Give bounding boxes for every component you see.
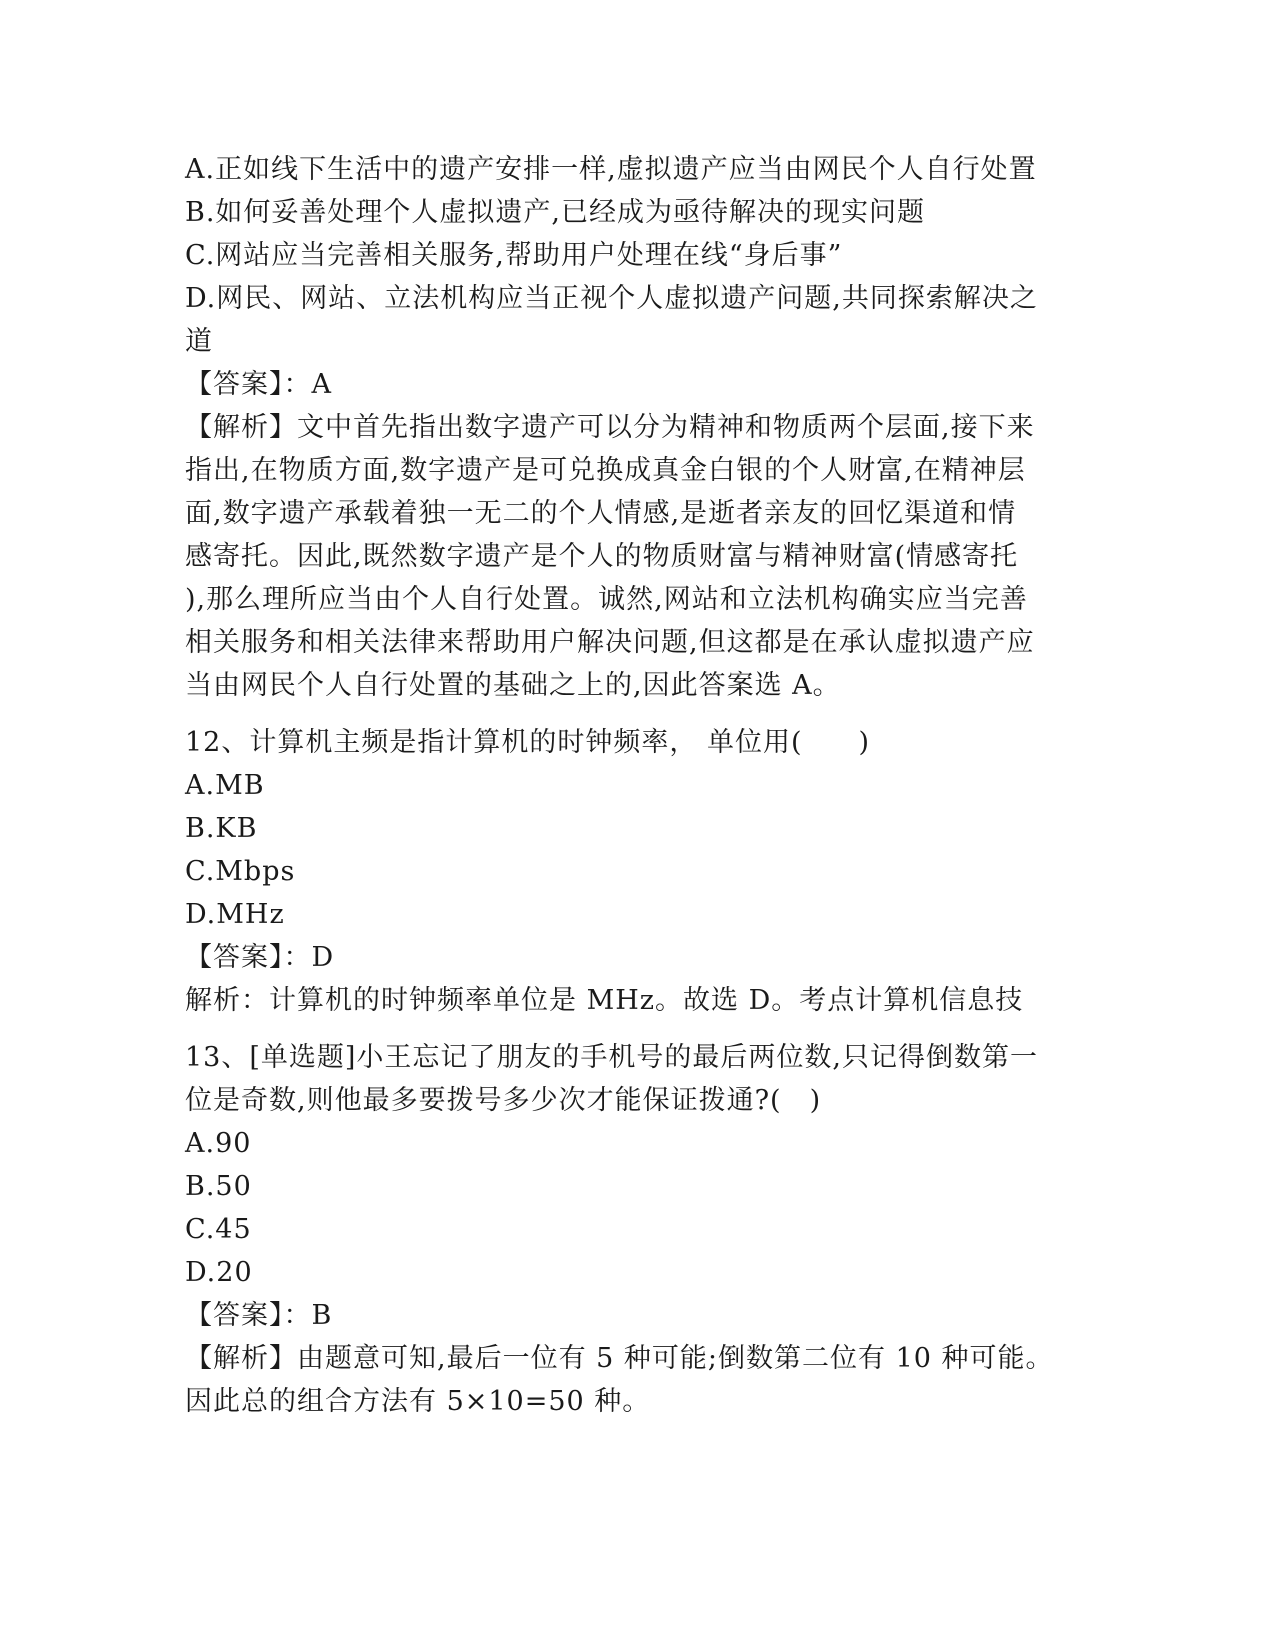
option-c: C.网站应当完善相关服务,帮助用户处理在线“身后事” — [185, 240, 843, 271]
analysis-line: 【解析】文中首先指出数字遗产可以分为精神和物质两个层面,接下来 — [185, 412, 1035, 443]
analysis-line: 指出,在物质方面,数字遗产是可兑换成真金白银的个人财富,在精神层 — [185, 455, 1026, 486]
analysis: 解析：计算机的时钟频率单位是 MHz。故选 D。考点计算机信息技 — [185, 985, 1024, 1016]
option-a: A.正如线下生活中的遗产安排一样,虚拟遗产应当由网民个人自行处置 — [185, 154, 1037, 185]
option-a: A.MB — [185, 770, 265, 801]
question-text: 12、计算机主频是指计算机的时钟频率， 单位用( ) — [185, 727, 871, 758]
option-b: B.KB — [185, 813, 258, 844]
analysis-line: 面,数字遗产承载着独一无二的个人情感,是逝者亲友的回忆渠道和情 — [185, 498, 1017, 529]
option-d: D.MHz — [185, 899, 285, 930]
option-d-line-1: D.网民、网站、立法机构应当正视个人虚拟遗产问题,共同探索解决之 — [185, 283, 1038, 314]
analysis-line: 【解析】由题意可知,最后一位有 5 种可能;倒数第二位有 10 种可能。 — [185, 1343, 1054, 1374]
question-text-line-1: 13、[单选题]小王忘记了朋友的手机号的最后两位数,只记得倒数第一 — [185, 1042, 1039, 1073]
question-text-line-2: 位是奇数,则他最多要拨号多少次才能保证拨通?( ) — [185, 1085, 822, 1116]
analysis-line: 相关服务和相关法律来帮助用户解决问题,但这都是在承认虚拟遗产应 — [185, 627, 1035, 658]
question-13 — [185, 1036, 1085, 1423]
option-d: D.20 — [185, 1257, 253, 1288]
option-b: B.50 — [185, 1171, 252, 1202]
answer: 【答案】：B — [185, 1300, 333, 1331]
answer: 【答案】：A — [185, 369, 332, 400]
option-c: C.45 — [185, 1214, 252, 1245]
analysis-line: ),那么理所应当由个人自行处置。诚然,网站和立法机构确实应当完善 — [185, 584, 1028, 615]
analysis-line: 感寄托。因此,既然数字遗产是个人的物质财富与精神财富(情感寄托 — [185, 541, 1019, 572]
option-b: B.如何妥善处理个人虚拟遗产,已经成为亟待解决的现实问题 — [185, 197, 926, 228]
spacer — [185, 707, 1085, 721]
option-d-line-2: 道 — [185, 326, 213, 357]
analysis-line: 当由网民个人自行处置的基础之上的,因此答案选 A。 — [185, 670, 841, 701]
option-c: C.Mbps — [185, 856, 296, 887]
document-page — [185, 148, 1085, 1423]
answer: 【答案】：D — [185, 942, 335, 973]
question-11-tail — [185, 148, 1085, 707]
spacer — [185, 1022, 1085, 1036]
question-12 — [185, 721, 1085, 1022]
option-a: A.90 — [185, 1128, 252, 1159]
analysis-line: 因此总的组合方法有 5×10=50 种。 — [185, 1386, 651, 1417]
